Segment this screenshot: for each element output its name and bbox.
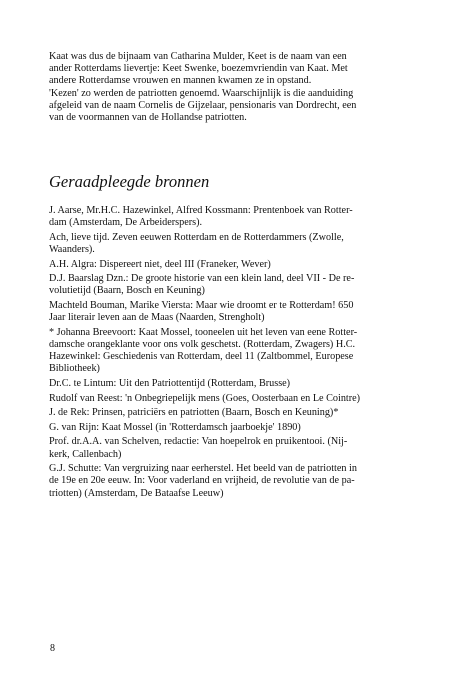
intro-line: ander Rotterdams lievertje: Keet Swenke, boezemvriendin van Kaat. Met (49, 63, 348, 75)
source-line: Jaar literair leven aan de Maas (Naarden, Strengholt) (49, 312, 265, 324)
source-line: Waanders). (49, 244, 95, 255)
intro-line: andere Rotterdamse vrouwen en mannen kwamen ze in opstand. (49, 75, 312, 87)
source-line: G.J. Schutte: Van vergruizing naar eerherstel. Het beeld van de patriotten in (49, 463, 357, 475)
source-entry (49, 422, 389, 434)
source-line: de 19e en 20e eeuw. In: Voor vaderland en vrijheid, de revolutie van de pa- (49, 475, 355, 487)
source-line: Prof. dr.A.A. van Schelven, redactie: Van hoepelrok en pruikentooi. (Nij- (49, 436, 348, 448)
source-line: triotten) (Amsterdam, De Bataafse Leeuw) (49, 487, 224, 499)
source-line: dam (Amsterdam, De Arbeiderspers). (49, 217, 203, 229)
source-line: Ach, lieve tijd. Zeven eeuwen Rotterdam en de Rotterdammers (Zwolle, (49, 231, 344, 243)
source-entry (49, 205, 389, 229)
source-entry (49, 273, 389, 297)
section-heading: Geraadpleegde bronnen (49, 172, 210, 191)
source-line: * Johanna Breevoort: Kaat Mossel, tooneelen uit het leven van eene Rotter- (49, 326, 358, 338)
source-line: J. de Rek: Prinsen, patriciërs en patriotten (Baarn, Bosch en Keuning)* (49, 407, 339, 419)
source-entry (49, 393, 389, 405)
intro-line: van de voormannen van de Hollandse patriotten. (49, 112, 247, 124)
intro-line: Kaat was dus de bijnaam van Catharina Mulder, Keet is de naam van een (49, 51, 347, 62)
source-entry (49, 436, 389, 460)
source-line: G. van Rijn: Kaat Mossel (in 'Rotterdamsch jaarboekje' 1890) (49, 421, 301, 433)
sources-list (49, 205, 389, 502)
source-entry (49, 259, 389, 271)
source-line: D.J. Baarslag Dzn.: De groote historie van een klein land, deel VII - De re- (49, 273, 355, 285)
source-entry (49, 232, 389, 256)
source-entry (49, 378, 389, 390)
source-line: damsche orangeklante voor ons volk geschetst. (Rotterdam, Zwagers) H.C. (49, 338, 356, 350)
source-entry (49, 407, 389, 419)
intro-paragraph (49, 51, 389, 124)
intro-line: 'Kezen' zo werden de patriotten genoemd. Waarschijnlijk is die aanduiding (49, 87, 354, 99)
source-line: volutietijd (Baarn, Bosch en Keuning) (49, 285, 205, 297)
source-line: Rudolf van Reest: 'n Onbegriepelijk mens (Goes, Oosterbaan en Le Cointre) (49, 392, 361, 404)
source-line: A.H. Algra: Dispereert niet, deel III (Franeker, Wever) (49, 258, 271, 270)
intro-text (49, 51, 389, 124)
source-line: Hazewinkel: Geschiedenis van Rotterdam, deel 11 (Zaltbommel, Europese (49, 351, 354, 363)
source-line: Machteld Bouman, Marike Viersta: Maar wie droomt er te Rotterdam! 650 (49, 299, 354, 311)
intro-line: afgeleid van de naam Cornelis de Gijzelaar, pensionaris van Dordrecht, een (49, 99, 357, 111)
page-number: 8 (50, 643, 55, 654)
source-line: kerk, Callenbach) (49, 448, 122, 460)
source-line: Bibliotheek) (49, 363, 100, 375)
source-entry (49, 463, 389, 500)
source-line: Dr.C. te Lintum: Uit den Patriottentijd (Rotterdam, Brusse) (49, 377, 291, 389)
source-entry (49, 327, 389, 376)
source-entry (49, 300, 389, 324)
source-line: J. Aarse, Mr.H.C. Hazewinkel, Alfred Kossmann: Prentenboek van Rotter- (49, 205, 353, 216)
